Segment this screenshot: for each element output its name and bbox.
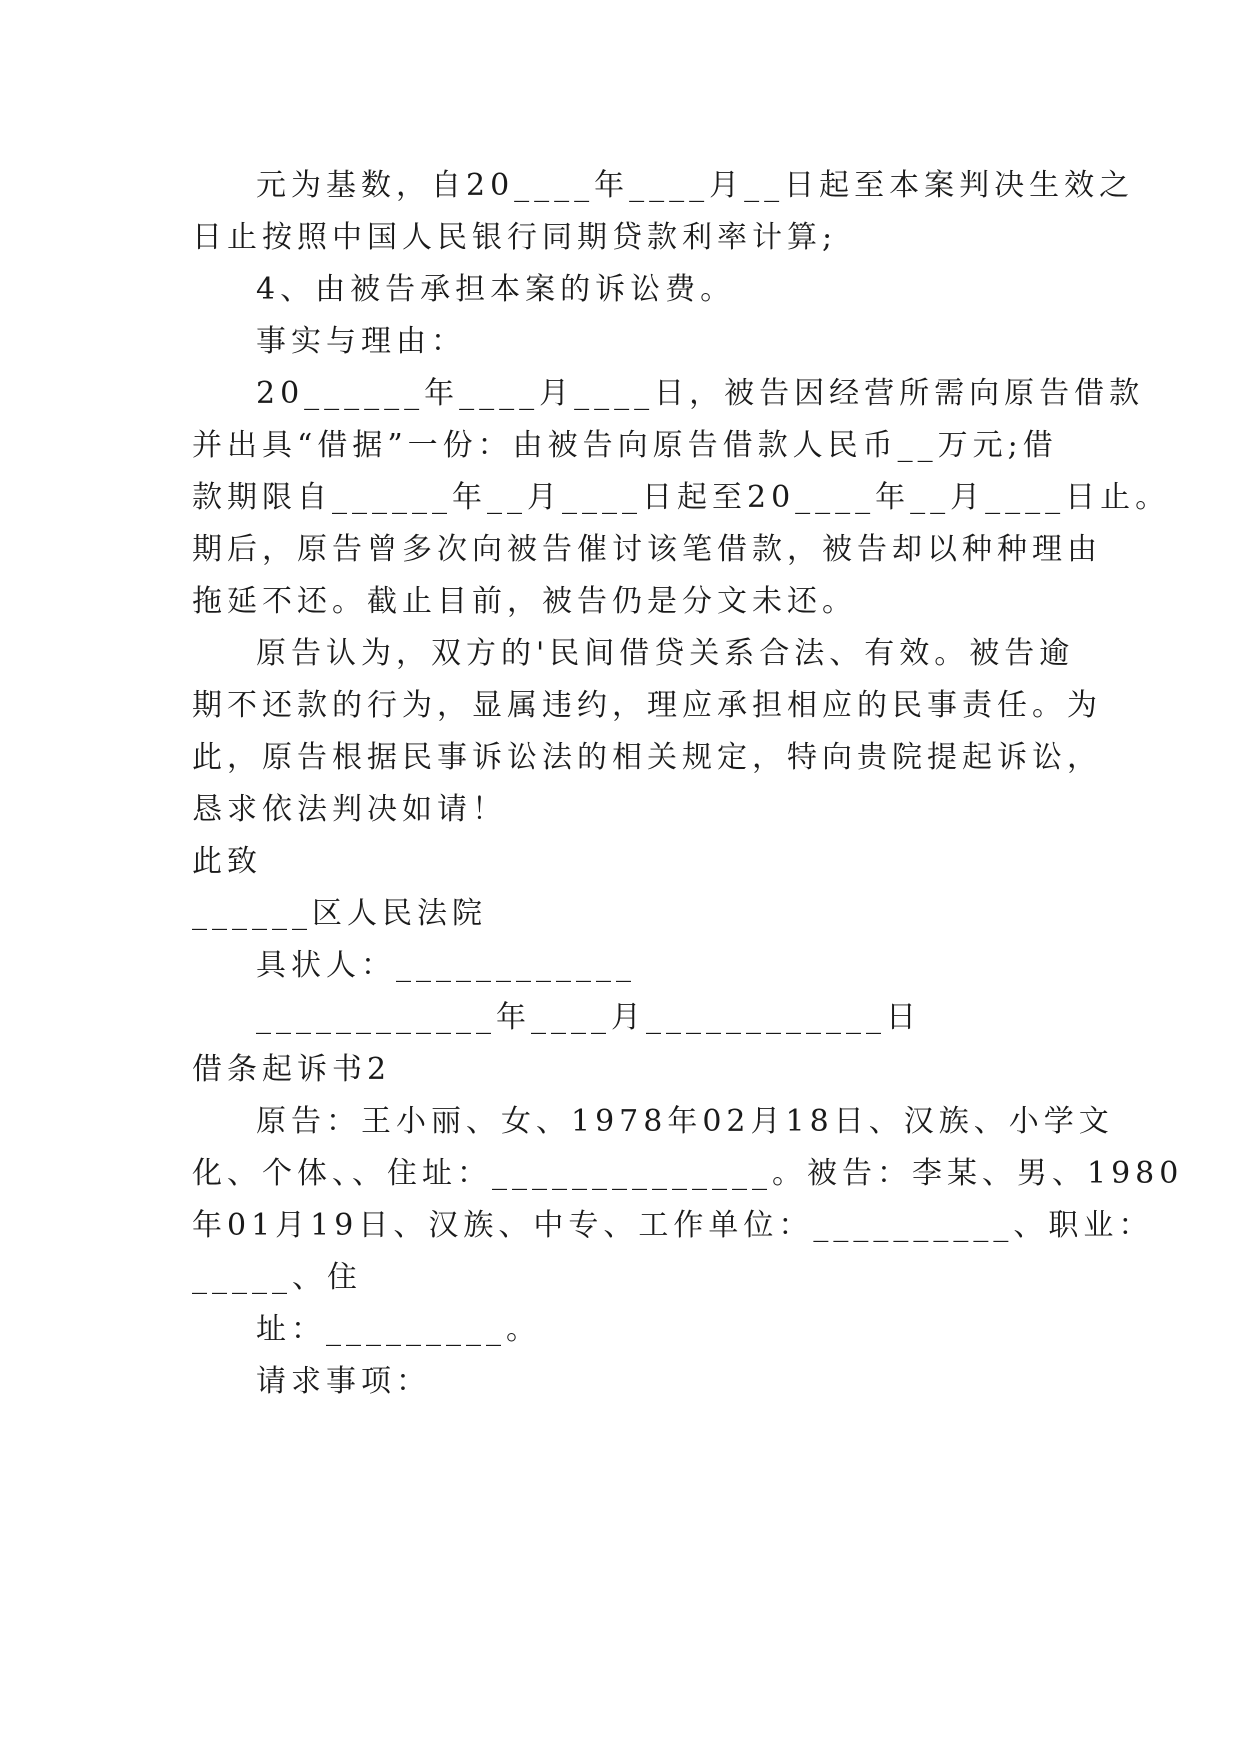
date-line: ____________年____月____________日 — [256, 1000, 921, 1035]
text-line: _____、住 — [192, 1260, 362, 1295]
signature-line: 具状人：____________ — [256, 948, 636, 983]
section-heading: 事实与理由： — [256, 324, 466, 359]
text-line: 期后，原告曾多次向被告催讨该笔借款，被告却以种种理由 — [192, 532, 1102, 567]
text-line: 日止按照中国人民银行同期贷款利率计算; — [192, 220, 838, 255]
text-line: 原告：王小丽、女、1978年02月18日、汉族、小学文 — [256, 1104, 1114, 1139]
text-line: 化、个体、、住址：______________。被告：李某、男、1980 — [192, 1156, 1184, 1191]
closing-salutation: 此致 — [192, 844, 262, 879]
text-line: 原告认为，双方的'民间借贷关系合法、有效。被告逾 — [256, 636, 1075, 671]
text-line: 拖延不还。截止目前，被告仍是分文未还。 — [192, 584, 857, 619]
section-title: 借条起诉书2 — [192, 1052, 392, 1087]
text-line: 期不还款的行为，显属违约，理应承担相应的民事责任。为 — [192, 688, 1102, 723]
text-line: 元为基数，自20____年____月__日起至本案判决生效之 — [256, 168, 1135, 203]
text-line: 此，原告根据民事诉讼法的相关规定，特向贵院提起诉讼， — [192, 740, 1102, 775]
text-line: 20______年____月____日，被告因经营所需向原告借款 — [256, 376, 1145, 411]
text-line: 4、由被告承担本案的诉讼费。 — [256, 272, 736, 307]
text-line: 年01月19日、汉族、中专、工作单位：__________、职业： — [192, 1208, 1154, 1243]
text-line: 款期限自______年__月____日起至20____年__月____日止。 — [192, 480, 1171, 515]
court-name: ______区人民法院 — [192, 896, 487, 931]
section-heading: 请求事项： — [256, 1364, 431, 1399]
text-line: 址：_________。 — [256, 1312, 541, 1347]
text-line: 恳求依法判决如请！ — [192, 792, 507, 827]
text-line: 并出具“借据”一份：由被告向原告借款人民币__万元;借 — [192, 428, 1058, 463]
